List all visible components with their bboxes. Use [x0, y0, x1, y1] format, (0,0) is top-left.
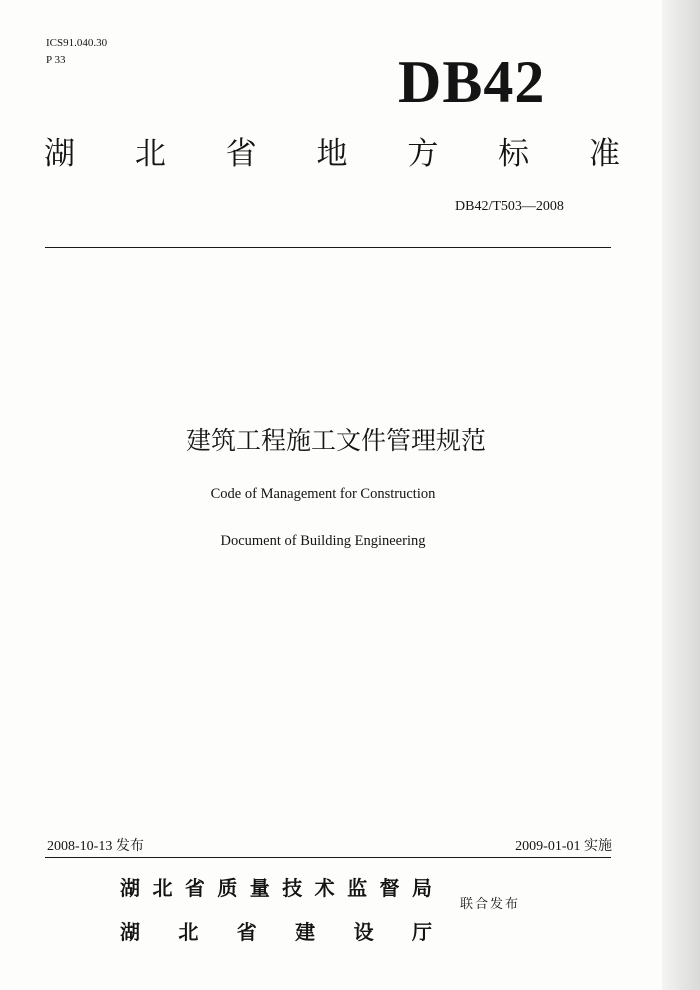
page-edge-shadow — [662, 0, 700, 990]
issuer-char: 省 — [184, 876, 205, 900]
joint-issuance-label: 联合发布 — [460, 897, 521, 912]
issuer-char: 督 — [379, 876, 400, 900]
standard-type-char: 地 — [316, 136, 348, 172]
issuer-char: 北 — [152, 876, 173, 900]
standard-type-char: 北 — [134, 136, 166, 172]
ics-code: ICS91.040.30 — [46, 37, 108, 49]
issuer-char: 省 — [236, 920, 257, 944]
bottom-divider — [45, 857, 611, 858]
issuer-char: 厅 — [411, 920, 432, 944]
issuer-char: 术 — [314, 876, 335, 900]
top-divider — [45, 247, 611, 248]
issuer-char: 湖 — [120, 876, 140, 900]
standard-type-title — [44, 134, 620, 174]
standard-type-char: 方 — [407, 136, 439, 172]
issuer-char: 建 — [295, 920, 316, 944]
standard-type-char: 标 — [498, 136, 530, 172]
standard-number: DB42/T503—2008 — [455, 199, 564, 214]
issuer-char: 质 — [217, 876, 238, 900]
classification-code: P 33 — [46, 54, 66, 66]
issuer-char: 设 — [353, 920, 374, 944]
issue-date: 2008-10-13 发布 — [47, 839, 144, 854]
issuer-quality-bureau — [120, 874, 432, 902]
document-title-english-line1: Code of Management for Construction — [210, 486, 436, 502]
db42-logo: DB42 — [398, 49, 546, 115]
issuer-construction-dept — [120, 918, 432, 946]
standard-type-char: 省 — [225, 136, 257, 172]
standard-type-char: 准 — [588, 136, 620, 172]
standard-type-char: 湖 — [44, 136, 75, 172]
issuer-char: 监 — [347, 876, 368, 900]
issuer-char: 湖 — [120, 920, 140, 944]
issuer-char: 北 — [178, 920, 199, 944]
document-title-english-line2: Document of Building Engineering — [220, 533, 426, 549]
document-title-chinese: 建筑工程施工文件管理规范 — [185, 426, 486, 455]
issuer-char: 局 — [411, 876, 432, 900]
implementation-date: 2009-01-01 实施 — [515, 839, 612, 854]
issuer-char: 技 — [282, 876, 303, 900]
issuer-char: 量 — [249, 876, 270, 900]
